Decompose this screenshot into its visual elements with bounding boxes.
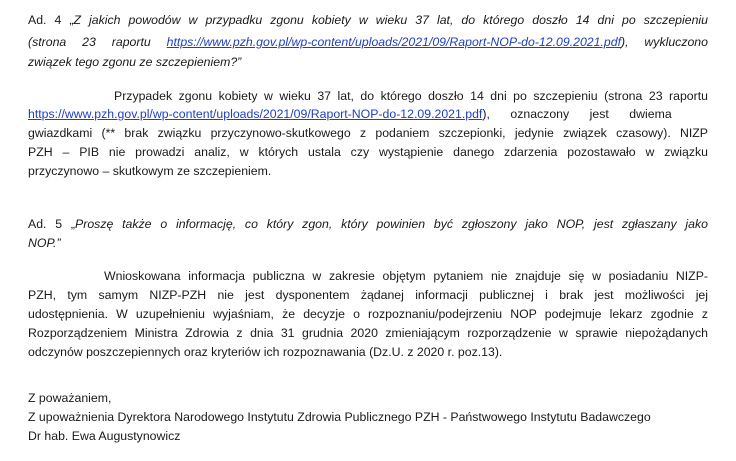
a5-line-4: Rozporządzeniem Ministra Zdrowia z dnia 31 grudnia 2020 zmieniającym rozporządzenie w sprawie niepożądanych [28, 326, 708, 340]
q5-line-1 [28, 214, 708, 234]
a4-line-3: gwiazdkami (** brak związku przyczynowo-skutkowego z podaniem szczepionki, jedynie związek czasowy). NIZP [28, 126, 708, 140]
a5-line-1: Wnioskowana informacja publiczna w zakresie objętym pytaniem nie znajduje się w posiadaniu NIZP- [104, 269, 708, 283]
q4-question-text: Z jakich powodów w przypadku zgonu kobiety w wieku 37 lat, do którego doszło 14 dni po szczepieniu [73, 13, 708, 27]
a4-line-5: przyczynowo – skutkowym ze szczepieniem. [28, 164, 272, 178]
signature-greeting: Z poważaniem, [28, 391, 112, 405]
q4-line-1 [28, 10, 708, 30]
q4-line-2-post: ), wykluczono [621, 35, 708, 49]
a5-line-2: PZH, tym samym NIZP-PZH nie jest dysponentem żądanej informacji publicznej i brak jest możliwości jej [28, 288, 708, 302]
q4-line-2-pre: (strona 23 raportu [28, 35, 167, 49]
a4-report-link[interactable]: https://www.pzh.gov.pl/wp-content/uploads/2021/09/Raport-NOP-do-12.09.2021.pdf [28, 107, 483, 121]
q5-prefix: Ad. 5 „ [28, 217, 76, 231]
a4-line-4: PZH – PIB nie prowadzi analiz, w których ustala czy wystąpienie danego zdarzenia pozostawało w związku [28, 145, 708, 159]
q4-line-3: związek tego zgonu ze szczepieniem?” [28, 55, 242, 69]
q5-line-2: NOP.” [28, 236, 61, 250]
a4-line-2-post: ), oznaczony jest dwiema [482, 107, 672, 121]
signature-name: Dr hab. Ewa Augustynowicz [28, 429, 181, 443]
a5-line-5: odczynów poszczepiennych oraz kryteriów ich rozpoznawania (Dz.U. z 2020 r. poz.13). [28, 345, 503, 359]
a5-line-3: udostępnienia. W uzupełnieniu wyjaśniam, że decyzje o rozpoznaniu/podejrzeniu NOP podejmuje lekarz zgodnie z [28, 307, 708, 321]
q4-report-link[interactable]: https://www.pzh.gov.pl/wp-content/uploads/2021/09/Raport-NOP-do-12.09.2021.pdf [166, 35, 621, 49]
q4-line-2 [28, 32, 708, 52]
q5-question-text: Proszę także o informację, co który zgon, który powinien być zgłoszony jako NOP, jest zgłaszany jako [75, 217, 708, 231]
a4-line-2 [28, 104, 708, 124]
q4-prefix: Ad. 4 „ [28, 13, 74, 27]
signature-authorization: Z upoważnienia Dyrektora Narodowego Instytutu Zdrowia Publicznego PZH - Państwowego Instytutu Badawczego [28, 410, 651, 424]
a4-line-1: Przypadek zgonu kobiety w wieku 37 lat, do którego doszło 14 dni po szczepieniu (strona 23 raportu [114, 89, 708, 103]
